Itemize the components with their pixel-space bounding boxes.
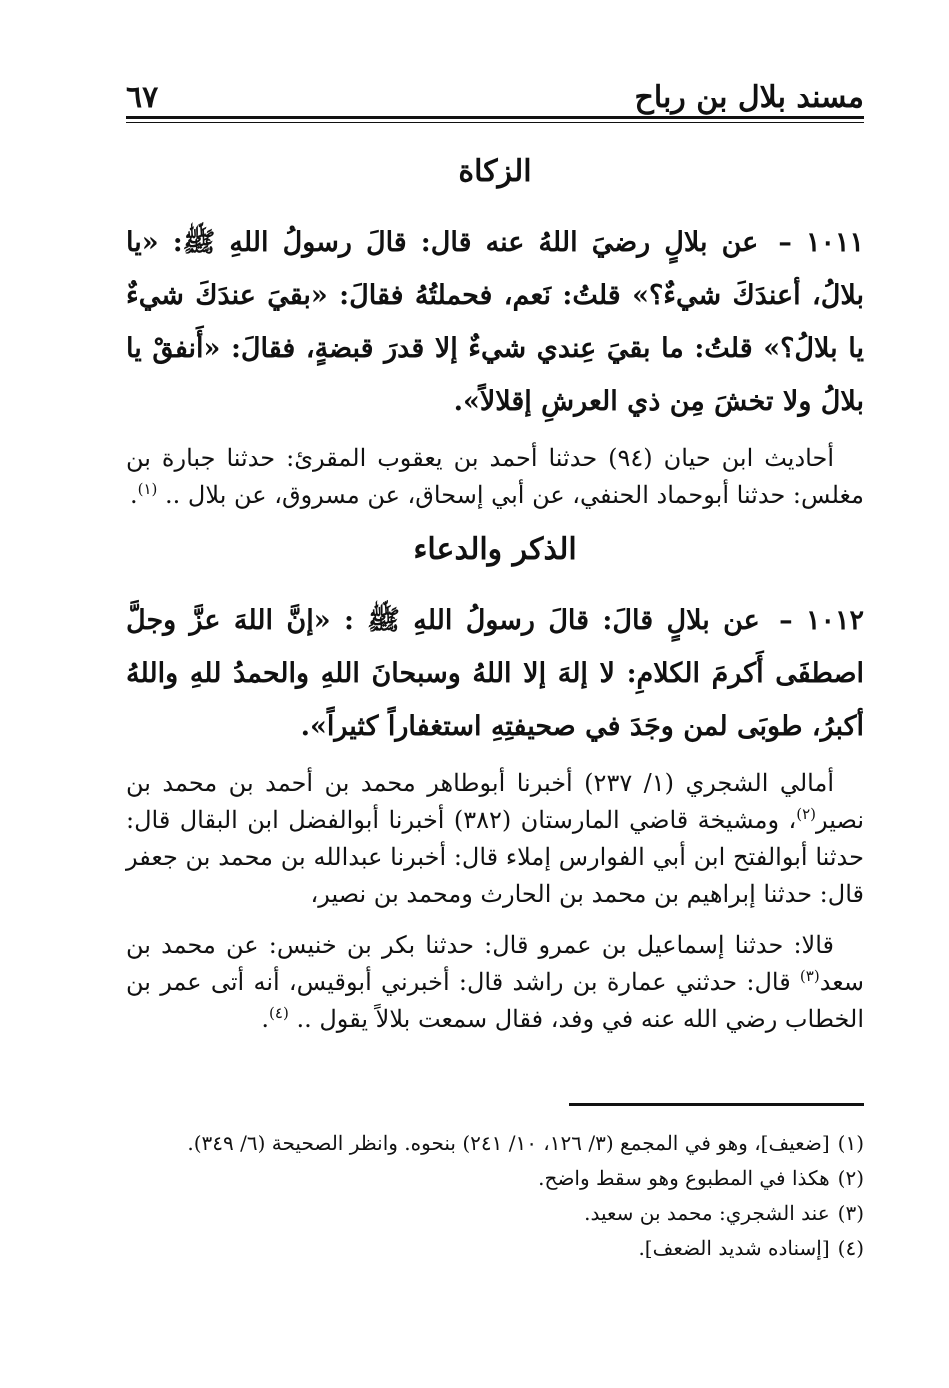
footnote-4 [126,1231,864,1266]
footnote-2 [126,1161,864,1196]
footnotes [126,1126,864,1266]
main-text [126,150,864,1052]
hadith-1012-source-part1 [126,765,864,913]
footnote-ref-3[interactable]: (٣) [799,967,820,985]
footnote-text: [إسناده شديد الضعف]. [638,1236,830,1260]
source-end: . [129,481,138,509]
footnote-ref-4[interactable]: (٤) [269,1004,289,1022]
hadith-text: عن بلالٍ رضيَ اللهُ عنه قال: قالَ رسولُ اللهِ ﷺ: «يا بلالُ، أعندَكَ شيءٌ؟» قلتُ: نَعم، فحملتُهُ فقالَ: «بقيَ عندَكَ شيءٌ يا بلالُ؟» قلتُ: ما بقيَ عِندي شيءٌ إلا قدرَ قبضةٍ، فقالَ: «أَنفقْ يا بلالُ ولا تخشَ مِن ذي العرشِ إقلالاً». [126,227,864,417]
hadith-1011 [126,216,864,428]
page-number: ٦٧ [126,80,159,115]
hadith-number: ١٠١٢ – [779,605,864,636]
source-text: قالا: حدثنا إسماعيل بن عمرو قال: حدثنا بكر بن خنيس: عن محمد بن سعد [126,931,864,996]
footnote-separator [569,1103,864,1106]
footnote-3 [126,1196,864,1231]
source-text: أمالي الشجري (١/ ٢٣٧) أخبرنا أبوطاهر محمد بن أحمد بن محمد بن نصير [126,769,864,834]
footnote-number: (٤) [837,1236,864,1260]
footnote-number: (٣) [837,1201,864,1225]
source-text: أحاديث ابن حيان (٩٤) حدثنا أحمد بن يعقوب المقرئ: حدثنا جبارة بن مغلس: حدثنا أبوحماد الحنفي، عن أبي إسحاق، عن مسروق، عن بلال .. [126,444,864,509]
footnote-ref-1[interactable]: (١) [137,480,158,498]
header-rule [126,116,864,119]
footnote-number: (٢) [837,1166,864,1190]
hadith-1011-source [126,440,864,514]
source-end: . [261,1005,270,1033]
hadith-text: عن بلالٍ قالَ: قالَ رسولُ اللهِ ﷺ : «إنَّ اللهَ عزَّ وجلَّ اصطفَى أَكرمَ الكلامِ: لا إلهَ إلا اللهُ وسبحانَ اللهِ والحمدُ للهِ واللهُ أكبرُ، طوبَى لمن وجَدَ في صحيفتِهِ استغفاراً كثيراً». [126,605,864,742]
header-rule-thin [126,122,864,123]
footnote-1 [126,1126,864,1161]
footnote-text: عند الشجري: محمد بن سعيد. [584,1201,830,1225]
source-text-cont: قال: حدثني عمارة بن راشد قال: أخبرني أبوقيس، أنه أتى عمر بن الخطاب رضي الله عنه في وفد، فقال سمعت بلالاً يقول .. [126,968,864,1033]
footnote-text: [ضعيف]، وهو في المجمع (٣/ ١٢٦، ١٠/ ٢٤١) بنحوه. وانظر الصحيحة (٦/ ٣٤٩). [187,1131,830,1155]
hadith-1012-source-part2 [126,927,864,1038]
footnote-text: هكذا في المطبوع وهو سقط واضح. [538,1166,830,1190]
section-title-zakat: الزكاة [458,154,532,189]
hadith-number: ١٠١١ – [778,227,864,258]
hadith-1012 [126,594,864,753]
running-header [126,76,864,120]
source-text-cont: ، ومشيخة قاضي المارستان (٣٨٢) أخبرنا أبوالفضل ابن البقال قال: حدثنا أبوالفتح ابن أبي الفوارس إملاء قال: أخبرنا عبدالله بن محمد بن جعفر قال: حدثنا إبراهيم بن محمد بن الحارث ومحمد بن نصير، [126,806,864,908]
section-title-dhikr: الذكر والدعاء [413,532,577,567]
footnote-ref-2[interactable]: (٢) [796,805,817,823]
footnote-number: (١) [837,1131,864,1155]
book-title: مسند بلال بن رباح [634,80,864,115]
